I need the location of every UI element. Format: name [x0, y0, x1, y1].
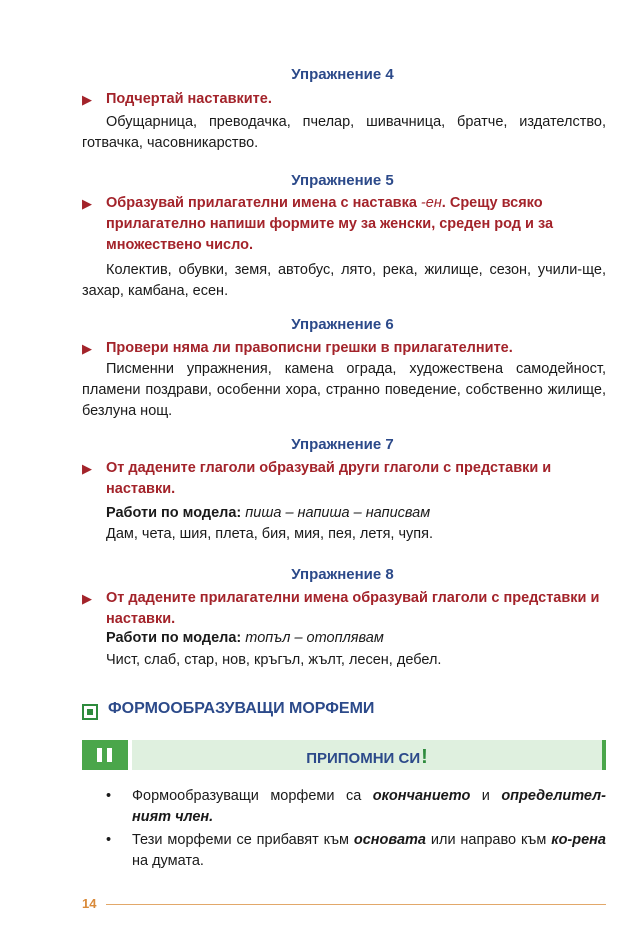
pause-bars-icon	[95, 748, 115, 762]
exercise-8-text: Чист, слаб, стар, нов, кръгъл, жълт, лесен, дебел.	[106, 652, 442, 668]
exercise-7-title: Упражнение 7	[291, 436, 394, 453]
exercise-4-text: Обущарница, преводачка, пчелар, шивачница, братче, издателство, готвачка, часовникарство.	[82, 114, 606, 151]
square-bullet-icon	[82, 704, 98, 720]
section-title: ФОРМООБРАЗУВАЩИ МОРФЕМИ	[108, 700, 375, 717]
list-item: • Формообразуващи морфеми са окончанието и определител-ният член.	[106, 788, 606, 825]
page-number: 14	[82, 896, 97, 911]
section-heading	[82, 700, 606, 726]
exercise-7-model: Работи по модела: пиша – напиша – написвам	[106, 505, 431, 521]
triangle-arrow-icon: ▶	[82, 591, 92, 606]
triangle-arrow-icon: ▶	[82, 92, 92, 107]
triangle-arrow-icon: ▶	[82, 461, 92, 476]
exercise-5-title: Упражнение 5	[291, 172, 394, 189]
exercise-5-text: Колектив, обувки, земя, автобус, лято, река, жилище, сезон, учили-ще, захар, камбана, есен.	[82, 262, 606, 299]
remind-marker	[82, 740, 128, 770]
exercise-6-instruction: ▶ Провери няма ли правописни грешки в прилагателните.	[82, 338, 606, 359]
exercise-4-title: Упражнение 4	[291, 66, 394, 83]
exercise-8-title: Упражнение 8	[291, 566, 394, 583]
exercise-4-instruction: ▶ Подчертай наставките.	[82, 89, 606, 110]
list-item: • Тези морфеми се прибавят към основата или направо към ко-рена на думата.	[106, 832, 606, 869]
exercise-8-model: Работи по модела: топъл – отоплявам	[106, 630, 384, 646]
exercise-6-text: Писменни упражнения, камена ограда, художествена самодейност, пламени поздрави, особенни хора, странно поведение, собственно жилище, безлуна нощ.	[82, 361, 606, 419]
exclamation-icon: !	[421, 746, 428, 768]
footer-divider	[106, 904, 606, 905]
remind-title: ПРИПОМНИ СИ!	[306, 746, 428, 768]
exercise-6-title: Упражнение 6	[291, 316, 394, 333]
exercise-7-instruction: ▶ От дадените глаголи образувай други глаголи с представки и наставки.	[82, 460, 552, 497]
exercise-7-text: Дам, чета, шия, плета, бия, мия, пея, летя, чупя.	[106, 526, 434, 542]
remind-banner	[82, 740, 606, 770]
triangle-arrow-icon: ▶	[82, 196, 92, 211]
exercise-5-instruction: ▶ Образувай прилагателни имена с наставка -ен. Срещу всяко прилагателно напиши формите му за женски, среден род и за множествено число.	[82, 195, 554, 253]
exercise-8-instruction: ▶ От дадените прилагателни имена образувай глаголи с представки и наставки.	[82, 590, 600, 627]
triangle-arrow-icon: ▶	[82, 341, 92, 356]
